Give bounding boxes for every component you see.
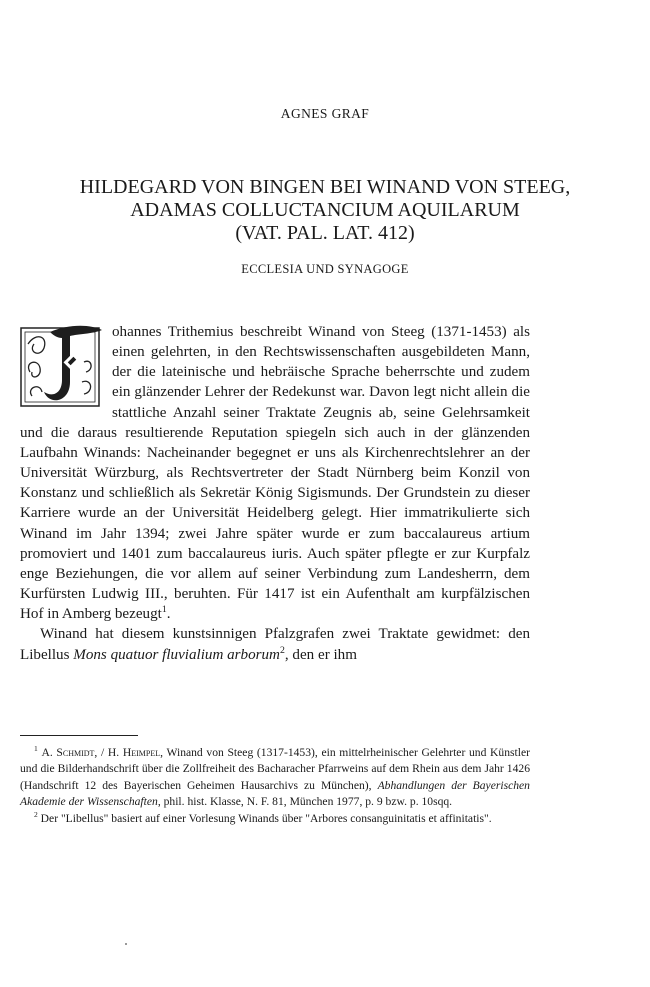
footnote-text: , Winand von Steeg (1317-1453), ein mittelrheinischer Gelehrter und Künstler und die Bilderhandschrift über die Zollfreiheit des Bacharacher Pfarrweins auf dem Rhein aus dem Jahr 1426 (Handschrift 12 des Bayerischen Geheimen Hausarchivs zu München), bbox=[20, 746, 530, 792]
footnote-text: Der "Libellus" basiert auf einer Vorlesung Winands über "Arbores consanguinitatis et affinitatis". bbox=[40, 811, 492, 825]
title-line: HILDEGARD VON BINGEN BEI WINAND VON STEEG, bbox=[79, 176, 571, 198]
footnote bbox=[20, 811, 530, 827]
paragraph bbox=[20, 624, 530, 664]
footnote-text: , / H. bbox=[94, 746, 123, 759]
footnote-author: Heimpel bbox=[122, 746, 161, 759]
paragraph-text: Winand hat diesem kunstsinnigen Pfalzgrafen zwei Traktate gewidmet: den Libellus bbox=[20, 626, 530, 663]
footnote-ref[interactable]: 2 bbox=[279, 644, 285, 656]
decorated-initial-icon bbox=[20, 322, 104, 408]
article-title bbox=[0, 176, 650, 245]
body-text bbox=[20, 322, 530, 665]
footnote-divider bbox=[20, 735, 138, 736]
work-title: Mons quatuor fluvialium arborum bbox=[73, 646, 280, 663]
footnote-ref[interactable]: 1 bbox=[161, 604, 167, 616]
paragraph-text: . bbox=[166, 606, 171, 623]
scan-speck bbox=[125, 943, 127, 945]
paragraph-text: ohannes Trithemius beschreibt Winand von Steeg (1371-1453) als einen gelehrten, in den Rechtswissenschaften ausgebildeten Mann, der die lateinische und hebräische Sprache beherrschte und zudem ein glänzender Lehrer der Redekunst war. Davon legt nicht allein die stattliche Anzahl seiner Traktate Zeugnis ab, seine Gelehrsamkeit und die daraus resultierende Reputation spiegeln sich auch in der glänzenden Laufbahn Winands: Nacheinander begegnet er uns als Kirchenrechtslehrer an der Universität Würzburg, als Rechtsvertreter der Stadt Nürnberg beim Konzil von Konstanz und schließlich als Sekretär König Sigismunds. Der Grundstein zu dieser Karriere wurde an der Universität Heidelberg gelegt. Hier immatrikulierte sich Winand im Jahr 1394; zwei Jahre später wurde er zum baccalaureus artium promoviert und 1401 zum baccalaureus iuris. Auch später pflegte er zur Kurpfalz enge Beziehungen, die vor allem auf seiner Verbindung zum Landesherrn, dem Kurfürsten Ludwig III., beruhten. Für 1417 ist ein Aufenthalt am kurpfälzischen Hof in Amberg bezeugt bbox=[20, 324, 530, 623]
author-name: AGNES GRAF bbox=[280, 106, 370, 121]
section-heading: ECCLESIA UND SYNAGOGE bbox=[241, 262, 409, 276]
footnote-mark: 1 bbox=[34, 744, 38, 754]
title-line: (VAT. PAL. LAT. 412) bbox=[235, 222, 415, 244]
footnote-mark: 2 bbox=[34, 809, 38, 819]
paragraph-text: , den er ihm bbox=[284, 646, 357, 663]
title-line: ADAMAS COLLUCTANCIUM AQUILARUM bbox=[130, 199, 520, 221]
footnote bbox=[20, 745, 530, 811]
footnote-series-title: Abhandlungen der Bayerischen Akademie der Wissenschaften bbox=[20, 778, 530, 809]
footnotes bbox=[20, 745, 530, 827]
footnote-text: , phil. hist. Klasse, N. F. 81, München 1977, p. 9 bzw. p. 10sqq. bbox=[157, 795, 453, 809]
footnote-author: A. Schmidt bbox=[41, 746, 95, 759]
